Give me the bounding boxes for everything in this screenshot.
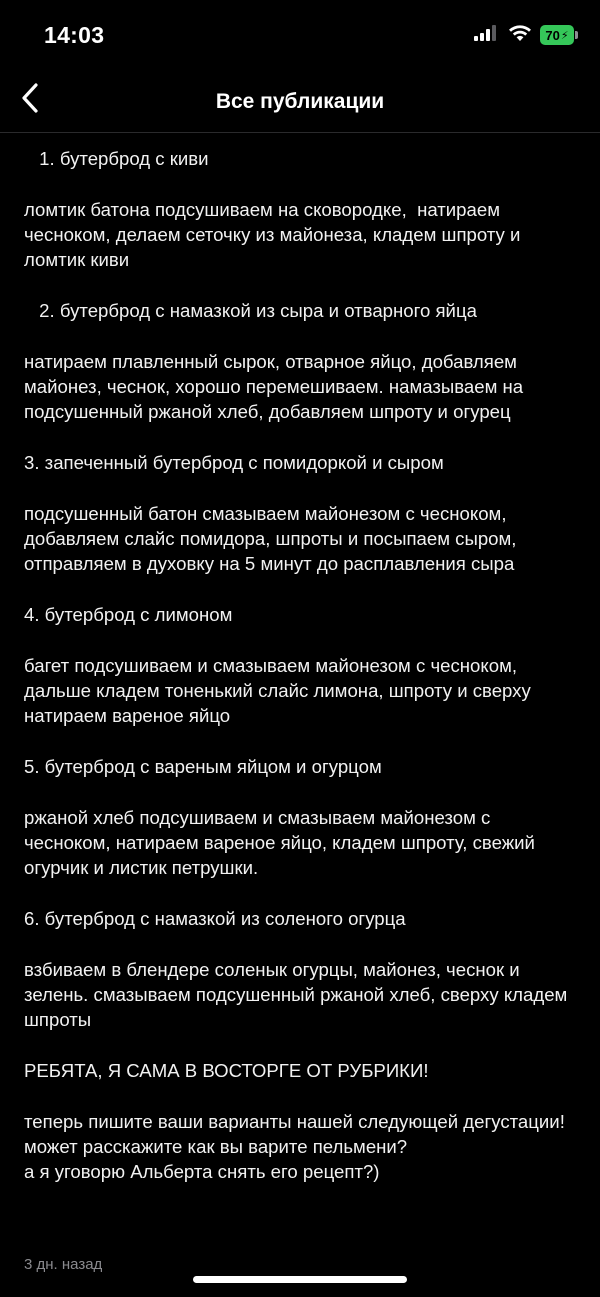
recipe-4-text: багет подсушиваем и смазываем майонезом с чесноком, дальше кладем тоненький слайс лимона, шпроту и сверху натираем вареное яйцо (24, 655, 536, 726)
recipe-2-title: 2. бутерброд с намазкой из сыра и отварного яйца (34, 300, 477, 321)
wifi-icon (508, 24, 532, 47)
page-title: Все публикации (215, 90, 385, 113)
recipe-1-title: 1. бутерброд с киви (34, 148, 209, 169)
recipe-6-text: взбиваем в блендере соленык огурцы, майонез, чеснок и зелень. смазываем подсушенный ржаной хлеб, сверху кладем шпроты (24, 959, 573, 1030)
recipe-3-title: 3. запеченный бутерброд с помидоркой и сыром (24, 452, 444, 473)
post-timestamp: 3 дн. назад (24, 1256, 103, 1273)
status-bar (0, 0, 600, 70)
battery-level: 70 (545, 27, 560, 43)
recipe-4-title: 4. бутерброд с лимоном (24, 604, 233, 625)
home-indicator[interactable] (193, 1276, 407, 1283)
recipe-5-text: ржаной хлеб подсушиваем и смазываем майонезом с чесноком, натираем вареное яйцо, кладем шпроту, свежий огурчик и листик петрушки. (24, 807, 541, 878)
recipe-6-title: 6. бутерброд с намазкой из соленого огурца (24, 908, 406, 929)
recipe-2-text: натираем плавленный сырок, отварное яйцо, добавляем майонез, чеснок, хорошо перемешиваем. намазываем на подсушенный ржаной хлеб, добавляем шпроту и огурец (24, 351, 529, 422)
recipe-5-title: 5. бутерброд с вареным яйцом и огурцом (24, 756, 382, 777)
charging-bolt-icon: ⚡ (560, 29, 569, 42)
cellular-signal-icon (474, 25, 500, 46)
post-body (24, 146, 580, 1210)
battery-icon (540, 25, 574, 45)
recipe-1-text: ломтик батона подсушиваем на сковородке, натираем чесноком, делаем сеточку из майонеза, кладем шпроту и ломтик киви (24, 199, 526, 270)
recipe-3-text: подсушенный батон смазываем майонезом с чесноком, добавляем слайс помидора, шпроты и посыпаем сыром, отправляем в духовку на 5 минут до расплавления сыра (24, 503, 522, 574)
status-time: 14:03 (44, 22, 105, 48)
navigation-bar (0, 70, 600, 133)
status-icons (474, 23, 574, 47)
excitement-text: РЕБЯТА, Я САМА В ВОСТОРГЕ ОТ РУБРИКИ! (24, 1060, 429, 1081)
closing-text: теперь пишите ваши варианты нашей следующей дегустации! может расскажите как вы варите пельмени? а я уговорю Альберта снять его рецепт?) (24, 1111, 565, 1182)
